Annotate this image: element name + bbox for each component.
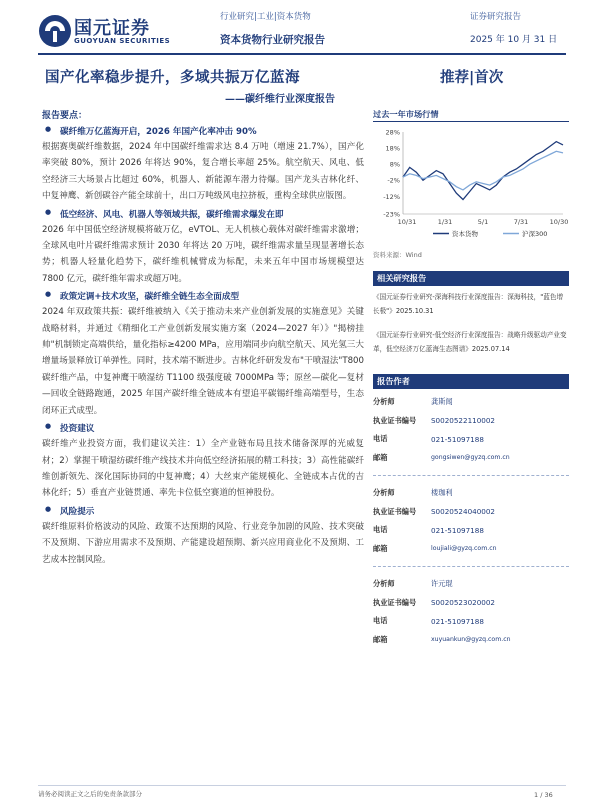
email-label: 邮箱 [373, 452, 388, 462]
analyst-cert: S0020524040002 [431, 507, 496, 517]
analyst-name: 许元琨 [431, 579, 453, 589]
section-heading: ● 风险提示 [42, 505, 364, 517]
sidebar-column [373, 108, 569, 653]
x-tick-label: 10/30 [549, 218, 569, 226]
logo-mark-icon [38, 14, 72, 48]
y-tick-label: -2% [387, 176, 400, 185]
x-tick-label: 7/31 [513, 218, 529, 226]
phone-label: 电话 [373, 434, 388, 444]
report-type: 证券研究报告 [470, 12, 522, 22]
summary-label: 报告要点： [42, 111, 88, 121]
phone-label: 电话 [373, 616, 388, 626]
cert-label: 执业证书编号 [373, 597, 417, 607]
market-performance-heading: 过去一年市场行情 [373, 108, 569, 122]
related-report-item[interactable]: 《国元证券行业研究-低空经济行业深度报告：战略升级驱动产业变革，低空经济万亿蓝海生态图谱》2025.07.14 [373, 331, 567, 353]
disclaimer-note: 请务必阅读正文之后的免责条款部分 [38, 790, 142, 798]
analyst-card [373, 393, 569, 467]
y-tick-label: -23% [383, 210, 400, 219]
section-heading: ● 政策定调+技术攻坚，碳纤维全链生态全面成型 [42, 290, 364, 302]
header-divider [38, 53, 566, 55]
section-body: 2026 年中国低空经济规模将破万亿，eVTOL、无人机核心载体对碳纤维需求激增；全球风电叶片碳纤维需求预计 2030 年将达 20 万吨，碳纤维需求量呈现显著增长态势；机器人轻量化趋势下，碳纤维机械臂成为标配，未来五年中国市场规模望达 7800 亿元，碳纤维年需求或超万吨。 [42, 224, 364, 284]
logo-text-en: GUOYUAN SECURITIES [74, 37, 171, 45]
analyst-card [373, 575, 569, 649]
y-tick-label: 8% [389, 160, 400, 169]
related-report-item[interactable]: 《国元证券行业研究-深海科技行业深度报告：深海科技，"蓝色增长极"》2025.10.31 [373, 293, 564, 315]
x-tick-label: 10/31 [397, 218, 417, 226]
authors-heading: 报告作者 [373, 374, 569, 389]
email-label: 邮箱 [373, 543, 388, 553]
related-reports-heading: 相关研究报告 [373, 271, 569, 286]
analyst-name: 龚斯闻 [431, 397, 453, 407]
analyst-role: 分析师 [373, 579, 395, 589]
phone-label: 电话 [373, 525, 388, 535]
series-line-0 [403, 142, 563, 200]
x-tick-label: 1/31 [437, 218, 453, 226]
page-number: 1 / 36 [534, 791, 553, 799]
legend-label: 资本货物 [452, 230, 478, 238]
market-performance-chart [373, 126, 569, 244]
company-logo [38, 12, 188, 50]
section-heading: ● 低空经济、风电、机器人等领域共振，碳纤维需求爆发在即 [42, 208, 364, 220]
analyst-phone: 021-51097188 [431, 525, 484, 535]
rating-badge: 推荐|首次 [440, 70, 504, 86]
section-body: 碳纤维产业投资方面，我们建议关注：1）全产业链布局且技术储备深厚的光威复材；2）掌握干喷湿纺碳纤维产线技术并向低空经济拓展的精工科技；3）高性能碳纤维创新领先、深化国际协同的中复神鹰；4）大丝束产能规模化、全链成本占优的吉林化纤；5）垂直产业链贯通、率先卡位低空赛道的恒神股份。 [42, 439, 364, 499]
section-body: 碳纤维原料价格波动的风险、政策不达预期的风险、行业竞争加剧的风险、技术突破不及预期、下游应用需求不及预期、产能建设超预期、新兴应用商业化不及预期、工艺成本控制风险。 [42, 521, 364, 565]
analyst-phone: 021-51097188 [431, 434, 484, 444]
series-line-1 [403, 151, 563, 190]
summary-column [42, 108, 364, 568]
analyst-card [373, 484, 569, 558]
section-heading: ● 碳纤维万亿蓝海开启，2026 年国产化率冲击 90% [42, 125, 364, 137]
analyst-divider [373, 475, 569, 476]
email-label: 邮箱 [373, 634, 388, 644]
x-tick-label: 5/1 [477, 218, 489, 226]
section-body: 2024 年双政策共振：碳纤维被纳入《关于推动未来产业创新发展的实施意见》关键战略材料，并通过《精细化工产业创新发展实施方案（2024—2027 年）》"揭榜挂帅"机制锁定高端供给，量化指标≥4200 MPa，应用端同步向航空航天、风光氢三大增量场景释放订单弹性。同时，技术端不断进步。吉林化纤研发发布"干喷湿法"T800 碳纤维产品，中复神鹰干喷湿纺 T1100 级强度破 7000MPa 等；原丝—碳化—复材—回收全链路跑通，2025 年国产碳纤维全链成本有望追平碳锡纤维高端型号，生态闭环正式成型。 [42, 307, 364, 416]
cert-label: 执业证书编号 [373, 506, 417, 516]
analyst-email[interactable]: xuyuankun@gyzq.com.cn [431, 636, 511, 644]
analyst-email[interactable]: gongsiwen@gyzq.com.cn [431, 454, 510, 462]
analyst-phone: 021-51097188 [431, 616, 484, 626]
analyst-divider [373, 566, 569, 567]
cert-label: 执业证书编号 [373, 415, 417, 425]
logo-text-cn: 国元证券 [74, 18, 150, 39]
legend-label: 沪深300 [522, 230, 548, 238]
report-series-title: 资本货物行业研究报告 [220, 34, 325, 46]
subtitle: ——碳纤维行业深度报告 [225, 94, 335, 105]
analyst-cert: S0020523020002 [431, 598, 496, 608]
analyst-cert: S0020522110002 [431, 416, 496, 426]
main-title: 国产化率稳步提升，多域共振万亿蓝海 [45, 70, 300, 86]
analyst-name: 楼珈利 [431, 488, 453, 498]
section-body: 根据赛奥碳纤维数据，2024 年中国碳纤维需求达 8.4 万吨（增速 21.7%），国产化率突破 80%，预计 2026 年将达 90%，复合增长率超 25%。航空航天、风电、低空经济三大场景占比超过 60%，机器人、新能源车潜力待爆。国产龙头吉林化纤、中复神鹰、新创碳谷产能全球前十，出口万吨级风电拉挤板，重构全球供应版图。 [42, 142, 364, 202]
y-tick-label: 28% [385, 128, 400, 137]
y-tick-label: -12% [383, 192, 400, 201]
analyst-role: 分析师 [373, 488, 395, 498]
industry-tags: 行业研究|工业|资本货物 [220, 12, 311, 22]
analyst-role: 分析师 [373, 397, 395, 407]
section-heading: ● 投资建议 [42, 422, 364, 434]
chart-source: 资料来源：Wind [373, 251, 422, 259]
report-date: 2025 年 10 月 31 日 [470, 35, 558, 45]
analyst-email[interactable]: loujiali@gyzq.com.cn [431, 545, 497, 553]
y-tick-label: 18% [385, 144, 400, 153]
footer-divider [38, 785, 566, 786]
